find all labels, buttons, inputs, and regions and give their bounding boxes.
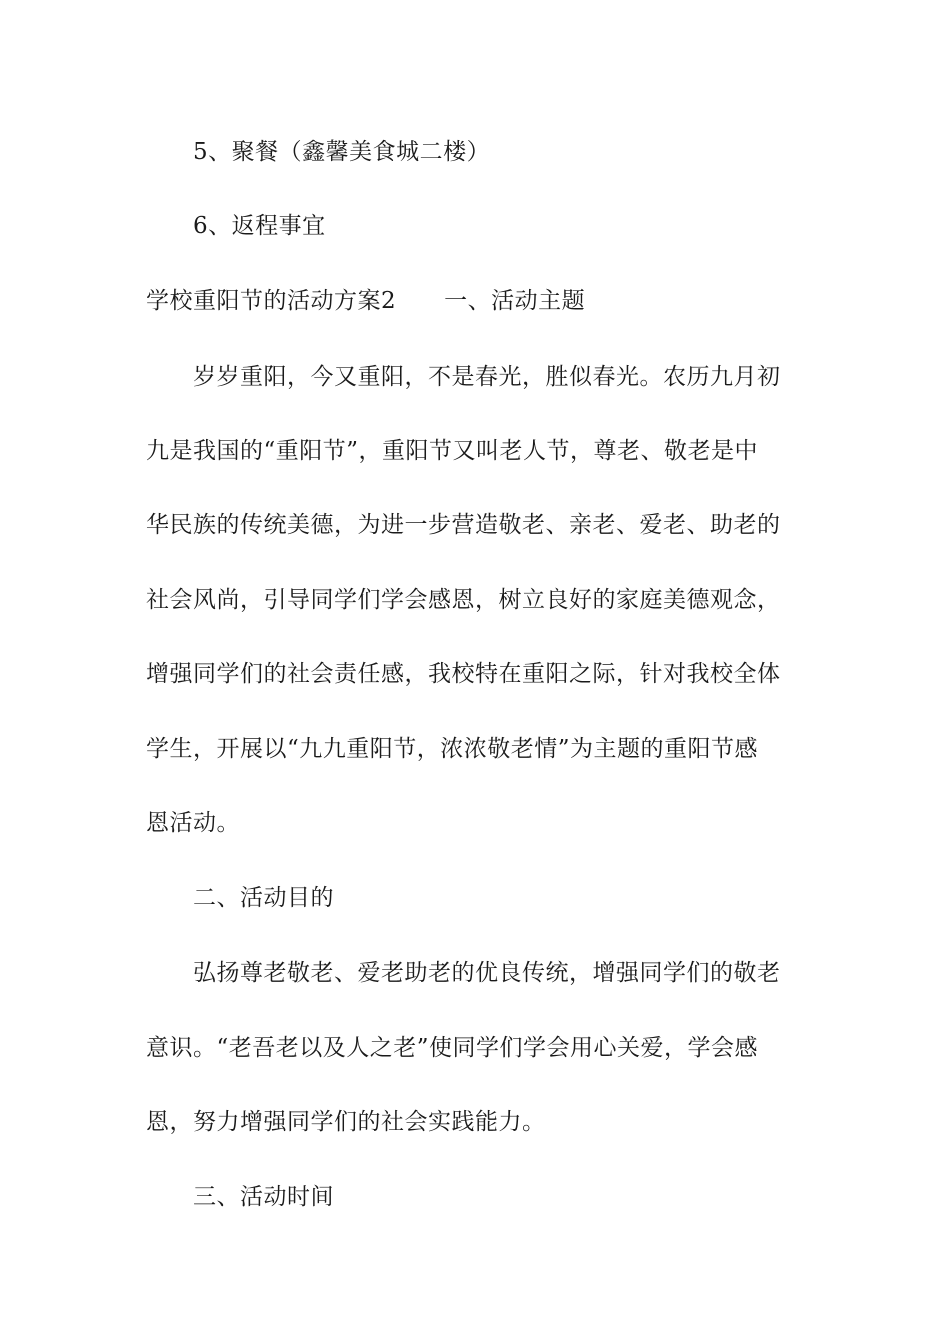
paragraph-line: 岁岁重阳，今又重阳，不是春光，胜似春光。农历九月初 (193, 364, 781, 390)
plan-title: 学校重阳节的活动方案2 (146, 288, 397, 314)
paragraph-line: 意识。“老吾老以及人之老”使同学们学会用心关爱，学会感 (146, 1035, 759, 1061)
section-heading-plan2 (0, 286, 950, 316)
list-item-dinner: 5、聚餐（鑫馨美食城二楼） (193, 139, 491, 165)
paragraph-line: 弘扬尊老敬老、爱老助老的优良传统，增强同学们的敬老 (193, 960, 781, 986)
paragraph-line: 恩，努力增强同学们的社会实践能力。 (146, 1109, 546, 1135)
paragraph-line: 恩活动。 (146, 810, 240, 836)
section-heading-time: 三、活动时间 (193, 1184, 334, 1210)
paragraph-line: 学生，开展以“九九重阳节，浓浓敬老情”为主题的重阳节感 (146, 736, 759, 762)
paragraph-line: 华民族的传统美德，为进一步营造敬老、亲老、爱老、助老的 (146, 512, 781, 538)
section-heading-purpose: 二、活动目的 (193, 885, 334, 911)
list-item-return: 6、返程事宜 (193, 213, 326, 239)
heading-theme: 一、活动主题 (444, 288, 586, 314)
paragraph-line: 增强同学们的社会责任感，我校特在重阳之际，针对我校全体 (146, 661, 781, 687)
paragraph-line: 社会风尚，引导同学们学会感恩，树立良好的家庭美德观念， (146, 587, 781, 613)
paragraph-line: 九是我国的“重阳节”，重阳节又叫老人节，尊老、敬老是中 (146, 438, 759, 464)
